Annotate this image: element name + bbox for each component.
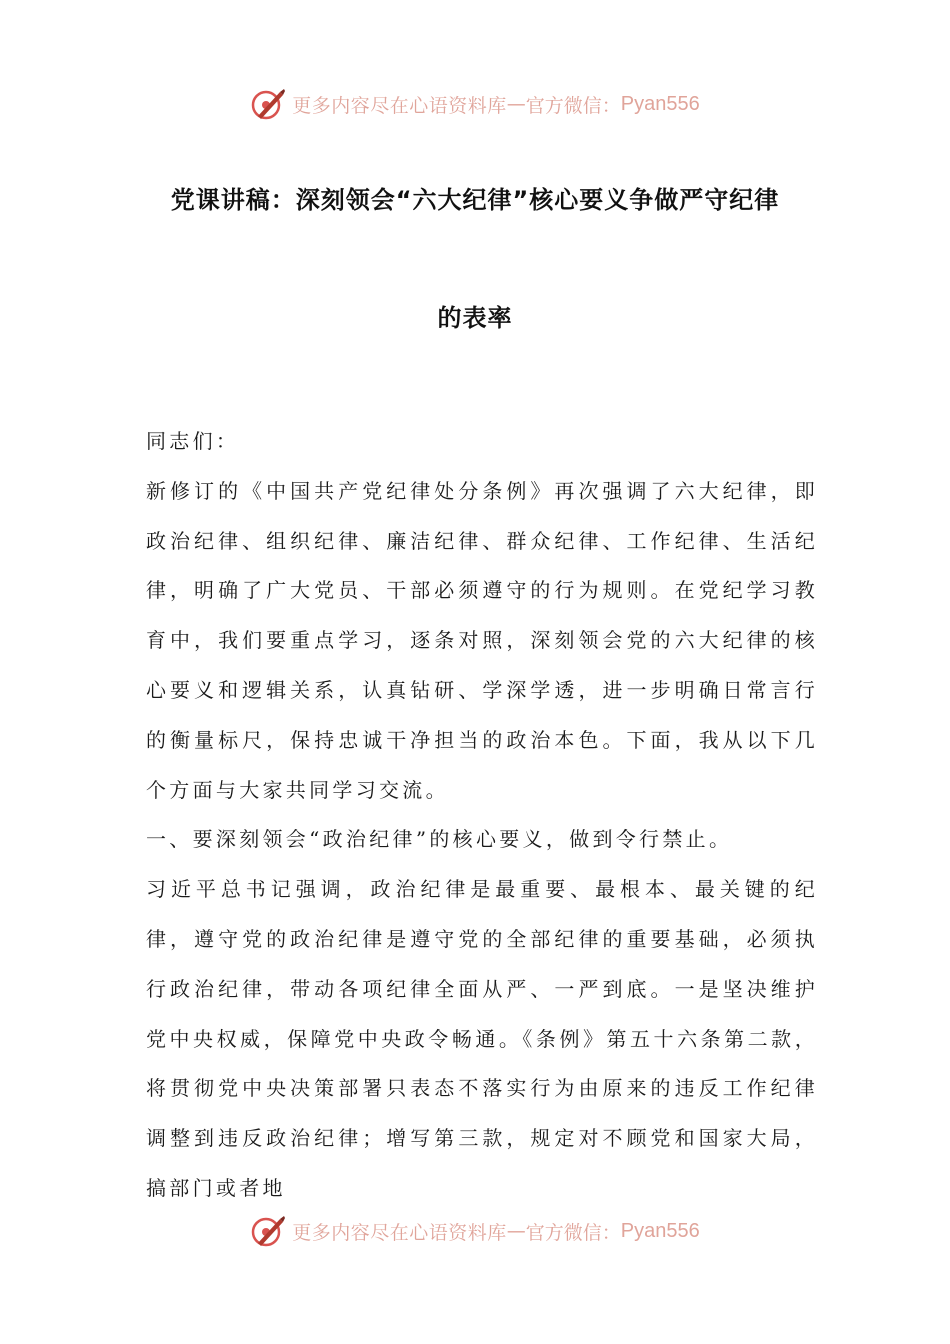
document-title-line2: 的表率: [437, 304, 513, 332]
watermark-wechat-label: 官方微信：: [525, 1221, 621, 1244]
watermark-banner-bottom: [0, 1211, 950, 1251]
watermark-slogan: 更多内容尽在心语资料库: [292, 94, 507, 117]
paragraph-political-discipline: 习近平总书记强调，政治纪律是最重要、最根本、最关键的纪律，遵守党的政治纪律是遵守党的全部纪律的重要基础，必须执行政治纪律，带动各项纪律全面从严、一严到底。一是坚决维护党中央权威，保障党中央政令畅通。《条例》第五十六条第二款，将贯彻党中央决策部署只表态不落实行为由原来的违反工作纪律调整到违反政治纪律；增写第三款，规定对不顾党和国家大局，搞部门或者地: [146, 877, 818, 1200]
salutation: 同志们：: [146, 429, 240, 453]
paragraph-intro: 新修订的《中国共产党纪律处分条例》再次强调了六大纪律，即政治纪律、组织纪律、廉洁纪律、群众纪律、工作纪律、生活纪律，明确了广大党员、干部必须遵守的行为规则。在党纪学习教育中，我们要重点学习，逐条对照，深刻领会党的六大纪律的核心要义和逻辑关系，认真钻研、学深学透，进一步明确日常言行的衡量标尺，保持忠诚干净担当的政治本色。下面，我从以下几个方面与大家共同学习交流。: [146, 478, 818, 802]
watermark-wechat-id: Pyan556: [620, 92, 700, 115]
section-heading-1: 一、要深刻领会“政治纪律”的核心要义，做到令行禁止。: [146, 827, 733, 852]
watermark-dash: —: [506, 93, 526, 115]
pen-circle-logo-icon: [250, 1213, 286, 1249]
watermark-dash: —: [506, 1220, 526, 1242]
watermark-wechat-id: Pyan556: [620, 1219, 700, 1242]
watermark-banner-top: [0, 84, 950, 124]
document-title-line1: 党课讲稿：深刻领会“六大纪律”核心要义争做严守纪律: [170, 186, 780, 214]
pen-circle-logo-icon: [250, 86, 286, 122]
document-body: [146, 417, 818, 1214]
watermark-slogan: 更多内容尽在心语资料库: [292, 1221, 507, 1244]
watermark-wechat-label: 官方微信：: [525, 94, 621, 117]
